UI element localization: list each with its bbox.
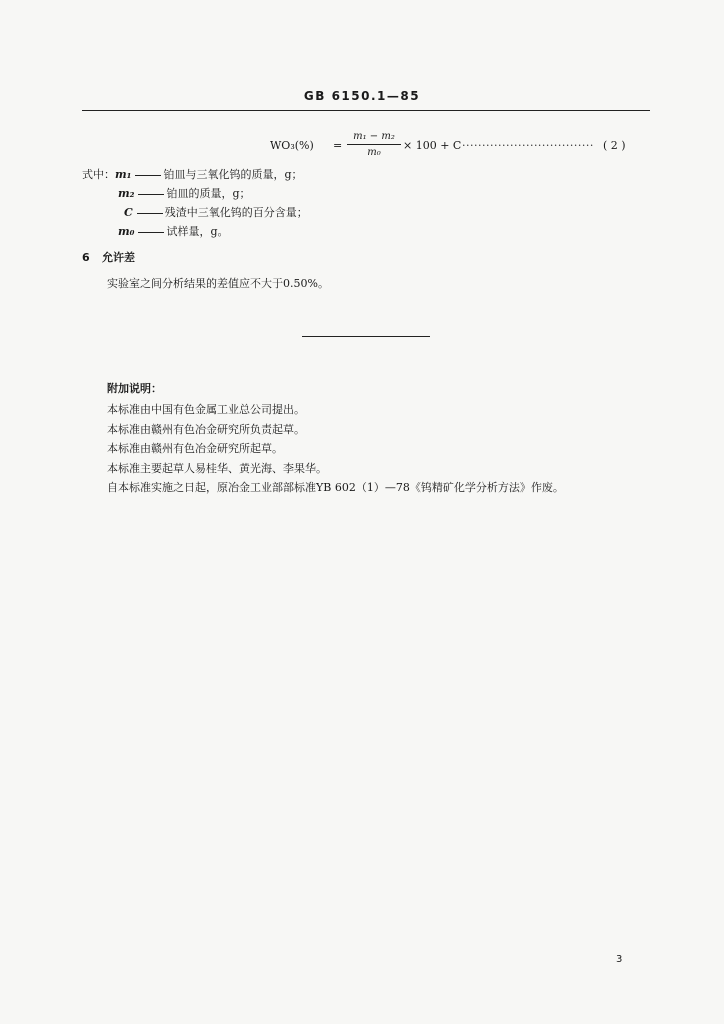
formula-lhs: WO₃(%)	[270, 139, 314, 152]
where-row-3	[124, 204, 308, 220]
section-text: 实验室之间分析结果的差值应不大于0.50%。	[107, 277, 329, 290]
dash	[138, 194, 164, 195]
notes-line: 本标准由赣州有色冶金研究所起草。	[107, 442, 283, 455]
fraction-bar	[347, 144, 401, 145]
notes-line: 本标准主要起草人易桂华、黄光海、李果华。	[107, 461, 327, 475]
formula-wo3	[270, 130, 650, 164]
formula-leader-dots: ·································	[462, 139, 594, 152]
symbol-m1-desc: 铂皿与三氧化钨的质量，g；	[163, 168, 303, 181]
dash	[137, 213, 163, 214]
notes-line: 本标准由中国有色金属工业总公司提出。	[107, 403, 305, 416]
standard-number-header: GB 6150.1—85	[303, 89, 421, 103]
symbol-m0: m₀	[118, 225, 135, 238]
symbol-m2: m₂	[118, 187, 135, 200]
formula-fraction	[347, 130, 401, 159]
symbol-m0-desc: 试样量，g。	[166, 225, 229, 238]
section-heading	[82, 249, 135, 265]
equation-number: ( 2 )	[603, 139, 626, 152]
notes-title: 附加说明：	[107, 382, 162, 395]
where-row-2	[118, 185, 251, 201]
dash	[138, 232, 164, 233]
formula-numerator: m₁ − m₂	[353, 131, 395, 142]
symbol-m1: m₁	[115, 168, 132, 181]
dash	[135, 175, 161, 176]
symbol-c-desc: 残渣中三氧化钨的百分含量；	[164, 206, 308, 219]
symbol-m2-desc: 铂皿的质量，g；	[166, 187, 251, 200]
notes-line: 自本标准实施之日起，原冶金工业部部标准YB 602（1）—78《钨精矿化学分析方法》作废。	[107, 481, 564, 494]
formula-equals: =	[333, 139, 343, 152]
section-title: 允许差	[102, 251, 135, 264]
additional-notes	[107, 380, 564, 498]
formula-rest: × 100 + C	[403, 139, 462, 152]
page-number: 3	[616, 954, 623, 965]
end-divider	[302, 336, 430, 337]
where-intro: 式中：	[82, 168, 115, 181]
section-number: 6	[82, 251, 90, 264]
header-rule	[82, 110, 650, 111]
where-row-1	[82, 166, 303, 182]
formula-denominator: m₀	[367, 147, 381, 158]
notes-line: 本标准由赣州有色冶金研究所负责起草。	[107, 422, 305, 436]
where-row-4	[118, 223, 229, 239]
symbol-c: C	[124, 206, 133, 219]
